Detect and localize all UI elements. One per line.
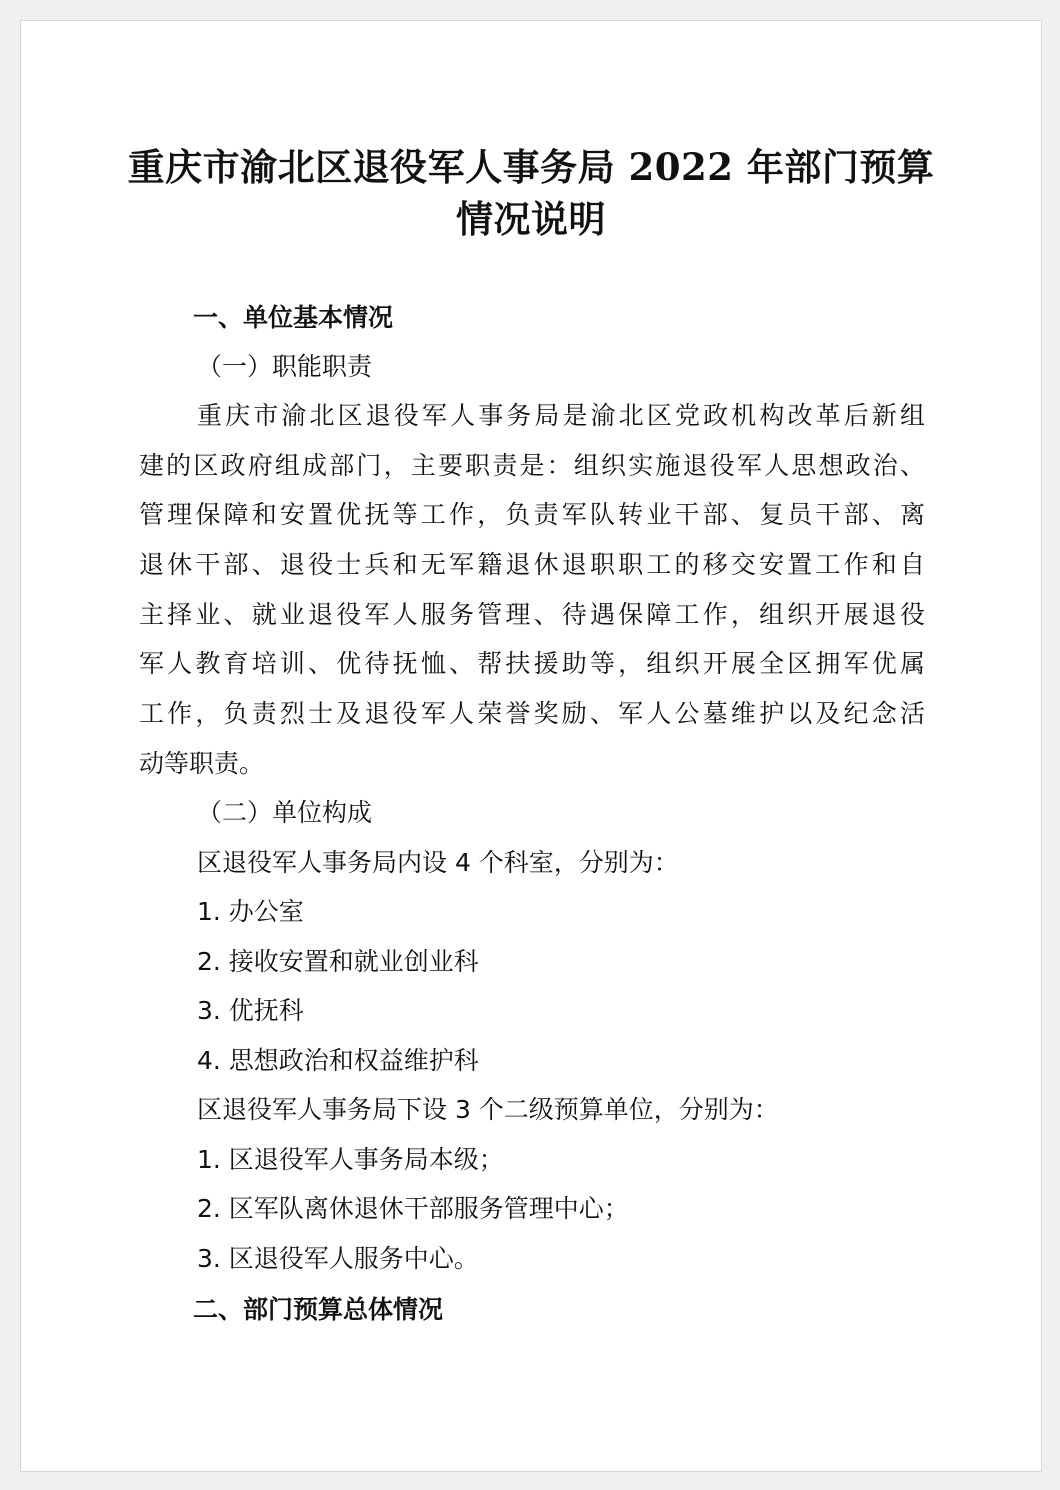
budget-unit-list-item: 2. 区军队离休退休干部服务管理中心； — [197, 1194, 629, 1223]
office-list-item: 2. 接收安置和就业创业科 — [197, 947, 479, 976]
duties-paragraph-line: 建的区政府组成部门，主要职责是：组织实施退役军人思想政治、 — [139, 451, 925, 480]
section-heading-basic-info: 一、单位基本情况 — [193, 303, 394, 332]
duties-paragraph-line: 动等职责。 — [139, 749, 265, 778]
office-list-item: 3. 优抚科 — [197, 996, 304, 1025]
offices-intro: 区退役军人事务局内设 4 个科室，分别为： — [197, 848, 679, 877]
subsection-heading-composition: （二）单位构成 — [197, 798, 373, 827]
budget-unit-list-item: 1. 区退役军人事务局本级； — [197, 1145, 504, 1174]
document-title — [101, 141, 961, 245]
title-line-2: 情况说明 — [456, 197, 606, 241]
duties-paragraph-line: 主择业、就业退役军人服务管理、待遇保障工作，组织开展退役 — [139, 600, 925, 629]
section-heading-budget-overview: 二、部门预算总体情况 — [193, 1295, 444, 1324]
units-intro: 区退役军人事务局下设 3 个二级预算单位，分别为： — [197, 1095, 779, 1124]
office-list-item: 1. 办公室 — [197, 897, 304, 926]
duties-paragraph-line: 退休干部、退役士兵和无军籍退休退职职工的移交安置工作和自 — [139, 550, 925, 579]
duties-paragraph-line: 重庆市渝北区退役军人事务局是渝北区党政机构改革后新组 — [197, 401, 925, 430]
subsection-heading-duties: （一）职能职责 — [197, 352, 373, 381]
duties-paragraph-line: 工作，负责烈士及退役军人荣誉奖励、军人公墓维护以及纪念活 — [139, 699, 925, 728]
duties-paragraph-line: 管理保障和安置优抚等工作，负责军队转业干部、复员干部、离 — [139, 500, 925, 529]
budget-unit-list-item: 3. 区退役军人服务中心。 — [197, 1244, 479, 1273]
office-list-item: 4. 思想政治和权益维护科 — [197, 1046, 479, 1075]
title-line-1: 重庆市渝北区退役军人事务局 2022 年部门预算 — [127, 145, 935, 189]
document-page — [20, 20, 1042, 1472]
duties-paragraph-line: 军人教育培训、优待抚恤、帮扶援助等，组织开展全区拥军优属 — [139, 649, 925, 678]
